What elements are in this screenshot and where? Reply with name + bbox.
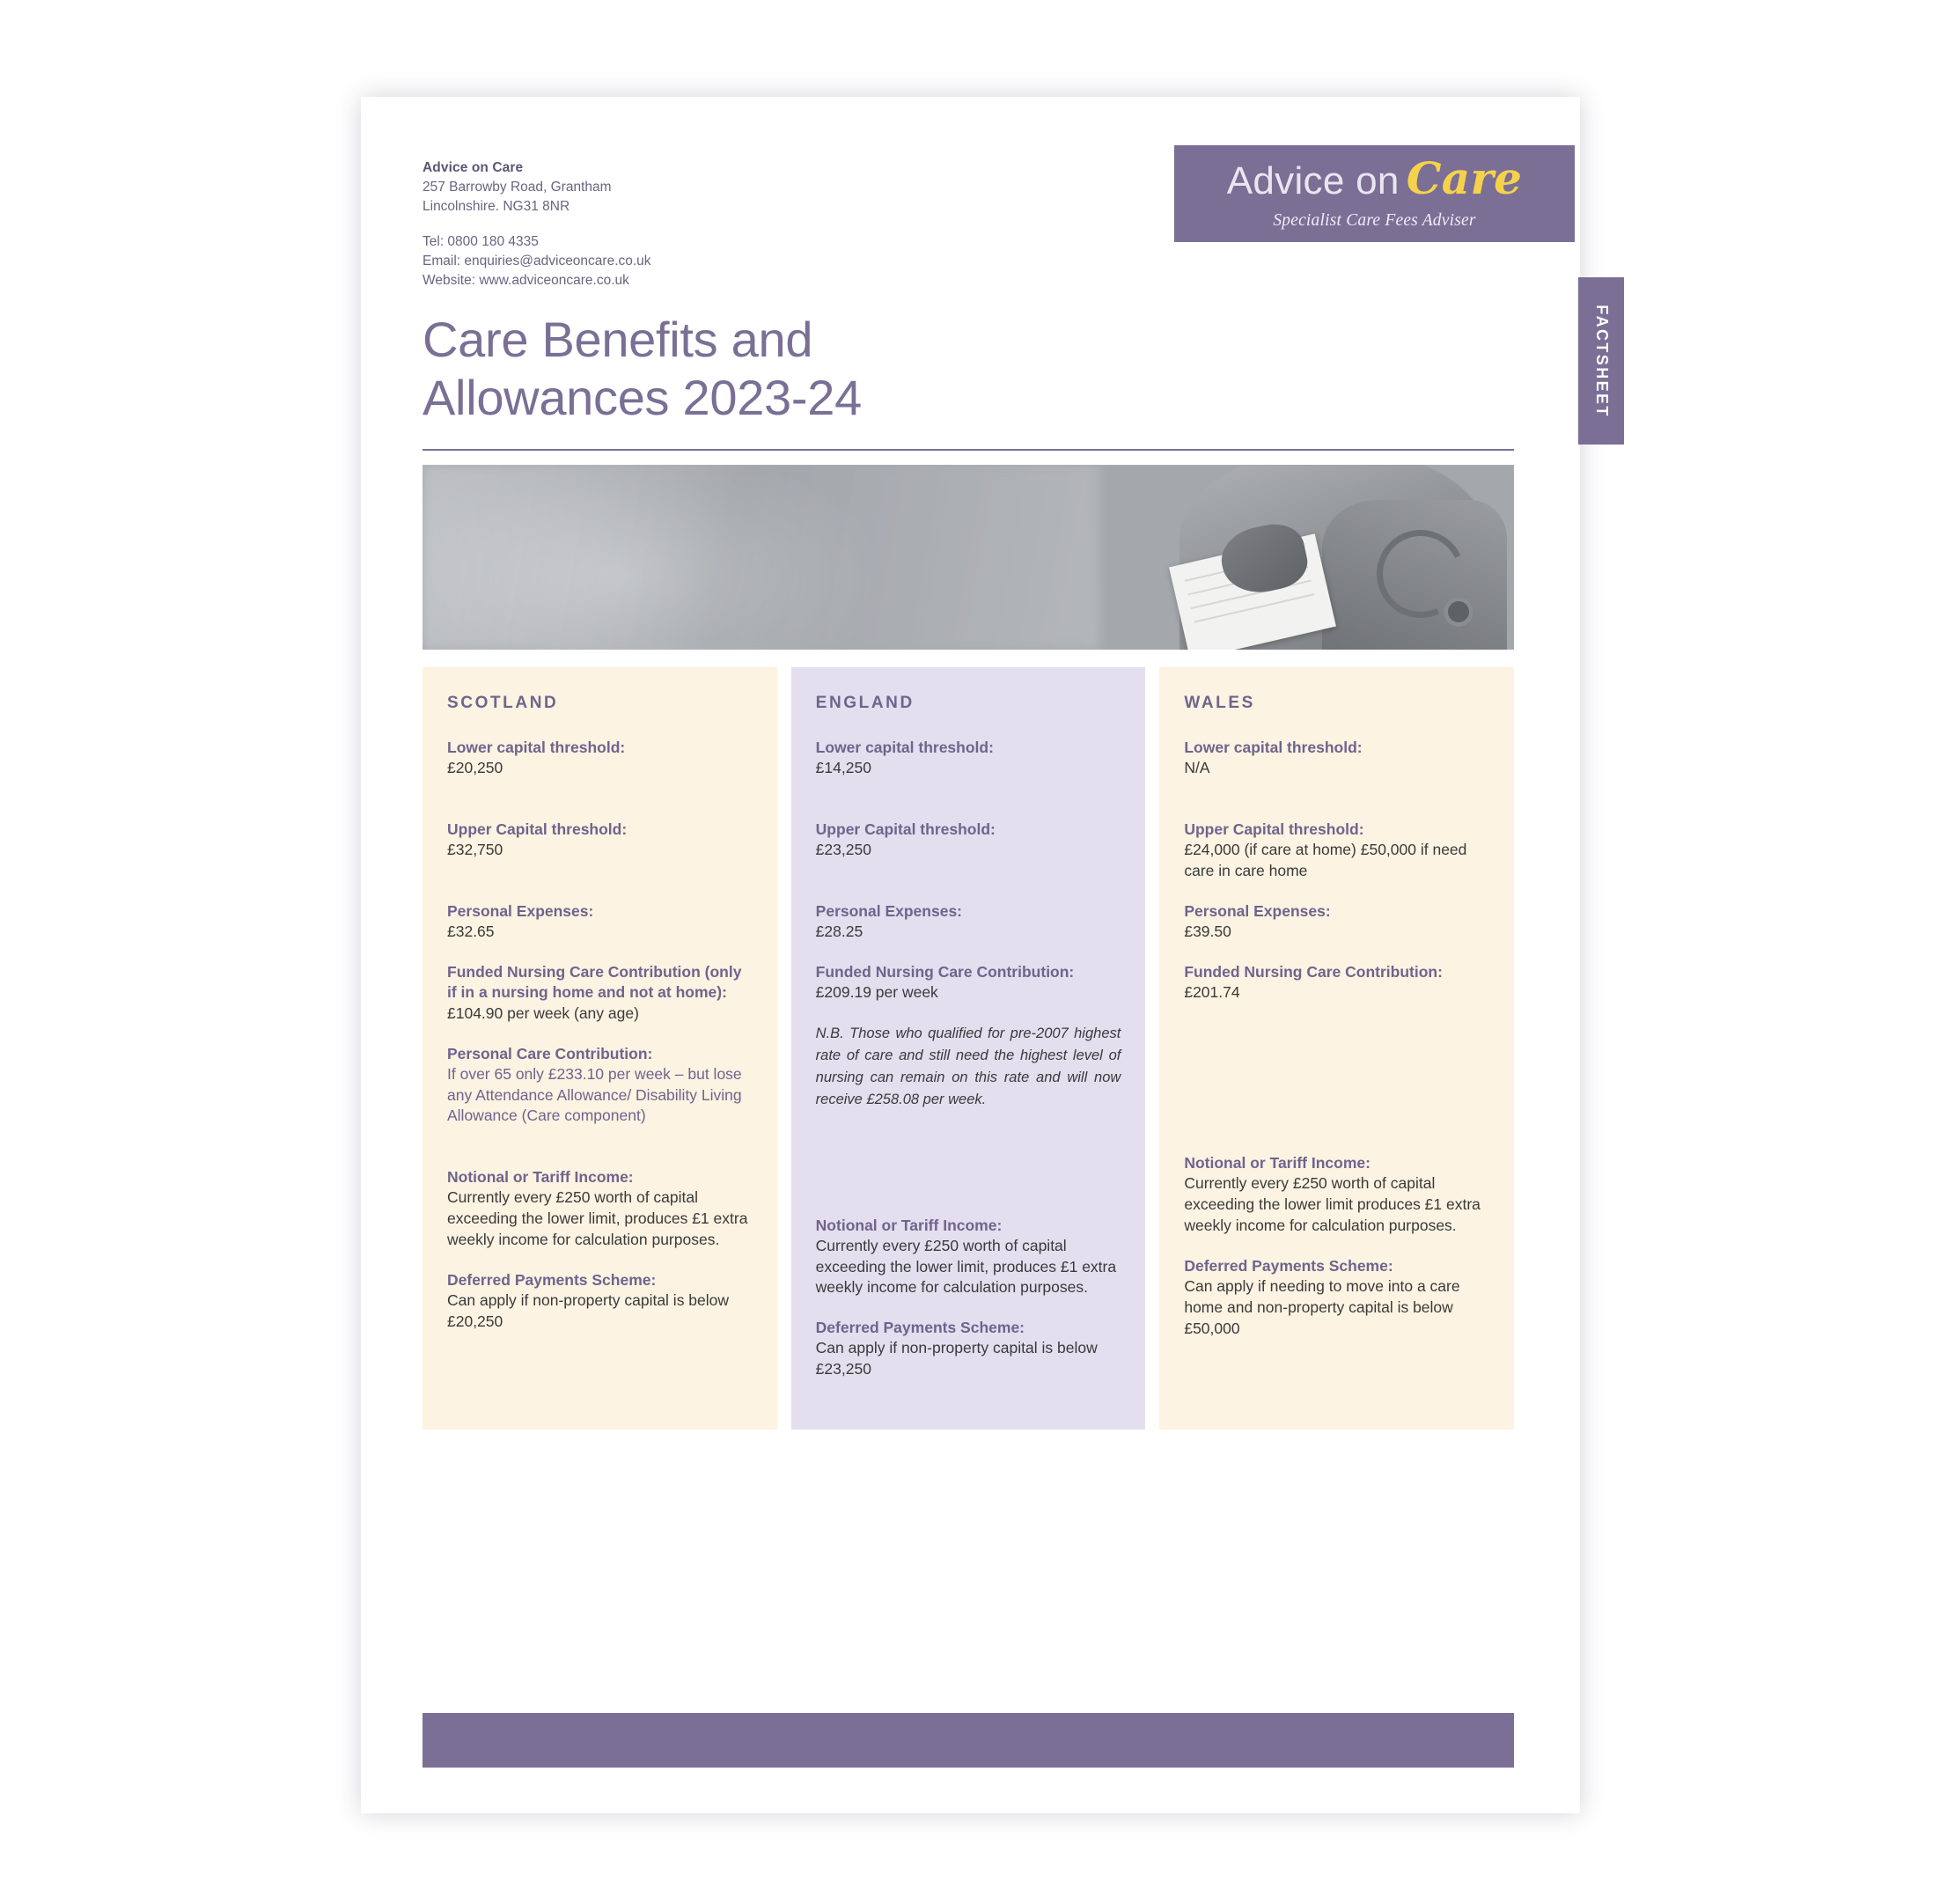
spacer [1184, 798, 1489, 820]
column-wales [1159, 667, 1514, 1430]
item-value: £39.50 [1184, 923, 1231, 941]
spacer [447, 1146, 753, 1167]
item-label: Lower capital threshold: [447, 739, 626, 756]
item-lower-capital-threshold [816, 738, 1121, 779]
item-label: Funded Nursing Care Contribution (only if in a nursing home and not at home): [447, 963, 742, 1002]
company-logo [1174, 145, 1575, 242]
item-funded-nursing-care-contribution [1184, 962, 1489, 1003]
item-label: Lower capital threshold: [1184, 739, 1363, 756]
item-upper-capital-threshold [447, 820, 753, 861]
item-value: N/A [1184, 759, 1210, 777]
item-value: £32.65 [447, 923, 495, 941]
item-value: £23,250 [815, 841, 871, 859]
page-title [423, 311, 1215, 426]
item-notional-or-tariff-income [1184, 1153, 1489, 1237]
item-personal-expenses [816, 901, 1121, 943]
hero-blur-overlay [423, 465, 1099, 650]
page-title-line1: Care Benefits and [423, 312, 813, 367]
item-value: £201.74 [1184, 983, 1240, 1002]
item-label: Personal Expenses: [815, 902, 962, 921]
company-website[interactable]: Website: www.adviceoncare.co.uk [423, 273, 629, 288]
item-label: Deferred Payments Scheme: [1184, 1256, 1393, 1275]
item-label: Notional or Tariff Income: [447, 1168, 634, 1187]
spacer [816, 1131, 1121, 1216]
company-address-line1: 257 Barrowby Road, Grantham [423, 180, 612, 195]
item-label: Funded Nursing Care Contribution: [1184, 962, 1443, 981]
item-deferred-payments-scheme [1184, 1256, 1489, 1340]
item-value: £32,750 [447, 841, 503, 859]
logo-word-care: Care [1406, 152, 1523, 204]
title-divider [423, 449, 1514, 451]
stethoscope-bell-icon [1444, 597, 1473, 627]
item-label: Personal Expenses: [447, 902, 594, 921]
item-value: £24,000 (if care at home) £50,000 if need care in care home [1184, 841, 1467, 880]
item-label: Personal Expenses: [1184, 901, 1331, 920]
item-personal-expenses [447, 901, 753, 943]
column-heading-wales: WALES [1184, 694, 1255, 712]
item-value: If over 65 only £233.10 per week – but lose any Attendance Allowance/ Disability Living Allowance (Care component) [447, 1064, 742, 1125]
column-england [791, 667, 1146, 1430]
spacer [1184, 1107, 1489, 1153]
spacer [1184, 1023, 1489, 1107]
item-label: Personal Care Contribution: [447, 1044, 653, 1062]
column-scotland [423, 667, 777, 1430]
item-value: Can apply if needing to move into a care home and non-property capital is below £50,000 [1184, 1276, 1460, 1337]
item-label: Upper Capital threshold: [1184, 820, 1364, 839]
item-value: £28.25 [815, 923, 863, 941]
spacer [447, 798, 753, 820]
item-value: Can apply if non-property capital is below £20,250 [447, 1291, 730, 1330]
item-label: Lower capital threshold: [815, 739, 994, 756]
item-label: Upper Capital threshold: [447, 820, 628, 839]
item-value: £14,250 [815, 759, 871, 777]
item-label: Deferred Payments Scheme: [447, 1270, 657, 1289]
company-address-line2: Lincolnshire. NG31 8NR [423, 199, 570, 214]
item-personal-expenses [1184, 901, 1489, 943]
item-label: Notional or Tariff Income: [815, 1216, 1003, 1234]
item-lower-capital-threshold [447, 738, 753, 779]
item-label: Upper Capital threshold: [815, 820, 996, 839]
factsheet-tab [1578, 277, 1624, 445]
column-heading-scotland: SCOTLAND [447, 694, 559, 712]
hero-image [423, 465, 1514, 650]
item-value: Can apply if non-property capital is below £23,250 [815, 1339, 1098, 1378]
page-title-line2: Allowances 2023-24 [423, 369, 862, 425]
item-label: Notional or Tariff Income: [1184, 1154, 1370, 1173]
item-funded-nursing-care-contribution [816, 962, 1121, 1003]
logo-wordmark [1226, 152, 1523, 204]
item-lower-capital-threshold [1184, 738, 1489, 779]
item-upper-capital-threshold [1184, 820, 1489, 882]
logo-tagline: Specialist Care Fees Adviser [1273, 211, 1476, 230]
item-label: Deferred Payments Scheme: [815, 1319, 1025, 1337]
contact-block [423, 158, 651, 290]
spacer [816, 798, 1121, 820]
item-personal-care-contribution [447, 1044, 753, 1128]
item-value: £104.90 per week (any age) [447, 1003, 639, 1022]
factsheet-tab-label: FACTSHEET [1592, 304, 1611, 418]
company-telephone: Tel: 0800 180 4335 [423, 234, 539, 249]
item-deferred-payments-scheme [816, 1318, 1121, 1380]
item-value: Currently every £250 worth of capital exceeding the lower limit, produces £1 extra weekly income for calculation purposes. [815, 1236, 1117, 1297]
country-columns [423, 667, 1514, 1430]
item-deferred-payments-scheme [447, 1270, 753, 1333]
item-notional-or-tariff-income [447, 1167, 753, 1251]
factsheet-page [361, 97, 1611, 1813]
company-email[interactable]: Email: enquiries@adviceoncare.co.uk [423, 254, 651, 268]
item-funded-nursing-care-contribution [447, 962, 753, 1024]
item-value: £20,250 [447, 759, 503, 777]
logo-word-advice-on: Advice on [1226, 159, 1400, 202]
item-upper-capital-threshold [816, 820, 1121, 861]
column-heading-england: ENGLAND [815, 694, 915, 712]
spacer [447, 880, 753, 901]
item-value: Currently every £250 worth of capital exceeding the lower limit, produces £1 extra weekly income for calculation purposes. [447, 1188, 748, 1249]
footer-bar [423, 1713, 1514, 1768]
england-note: N.B. Those who qualified for pre-2007 highest rate of care and still need the highest level of nursing can remain on this rate and will now receive £258.08 per week. [815, 1026, 1121, 1108]
item-label: Funded Nursing Care Contribution: [815, 963, 1075, 981]
item-value: Currently every £250 worth of capital exceeding the lower limit produces £1 extra weekly income for calculation purposes. [1184, 1174, 1481, 1234]
spacer [816, 880, 1121, 901]
item-value: £209.19 per week [815, 983, 938, 1002]
item-notional-or-tariff-income [816, 1216, 1121, 1299]
company-name: Advice on Care [423, 160, 524, 175]
